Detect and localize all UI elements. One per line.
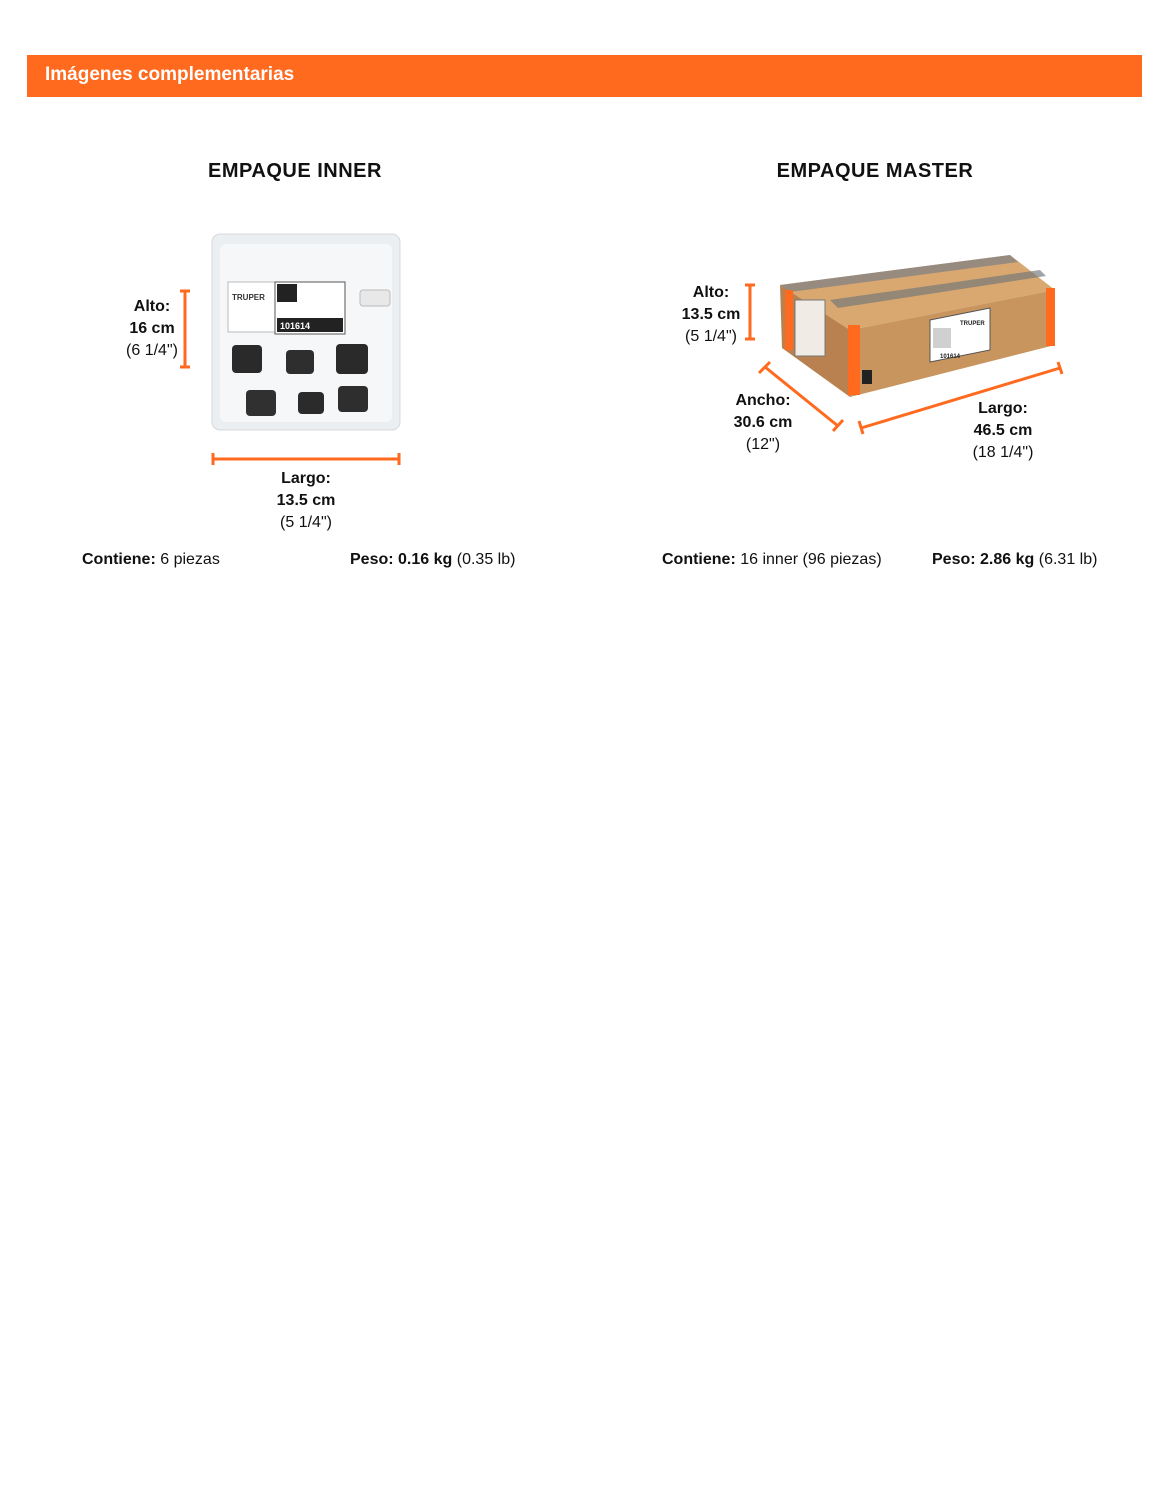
master-weight: Peso: 2.86 kg (6.31 lb) bbox=[932, 551, 1098, 568]
bag-code-text: 101614 bbox=[280, 321, 311, 331]
box-code-text: 101614 bbox=[940, 354, 961, 360]
master-box-image bbox=[780, 255, 1055, 397]
master-largo-label: Largo: 46.5 cm (18 1/4") bbox=[972, 400, 1034, 461]
inner-length-line bbox=[213, 453, 399, 465]
inner-bag-image bbox=[212, 234, 400, 430]
inner-heading: EMPAQUE INNER bbox=[208, 160, 382, 182]
section-title: Imágenes complementarias bbox=[45, 64, 295, 85]
master-alto-label: Alto: 13.5 cm (5 1/4") bbox=[681, 284, 741, 345]
inner-largo-label: Largo: 13.5 cm (5 1/4") bbox=[276, 470, 336, 531]
master-contents: Contiene: 16 inner (96 piezas) bbox=[662, 551, 882, 568]
inner-alto-label: Alto: 16 cm (6 1/4") bbox=[126, 298, 178, 359]
bag-brand-text: TRUPER bbox=[232, 293, 265, 302]
master-heading: EMPAQUE MASTER bbox=[776, 160, 974, 182]
inner-weight: Peso: 0.16 kg (0.35 lb) bbox=[350, 551, 516, 568]
master-ancho-label: Ancho: 30.6 cm (12") bbox=[733, 392, 793, 453]
inner-contents: Contiene: 6 piezas bbox=[82, 551, 220, 568]
box-brand-text: TRUPER bbox=[960, 321, 985, 327]
